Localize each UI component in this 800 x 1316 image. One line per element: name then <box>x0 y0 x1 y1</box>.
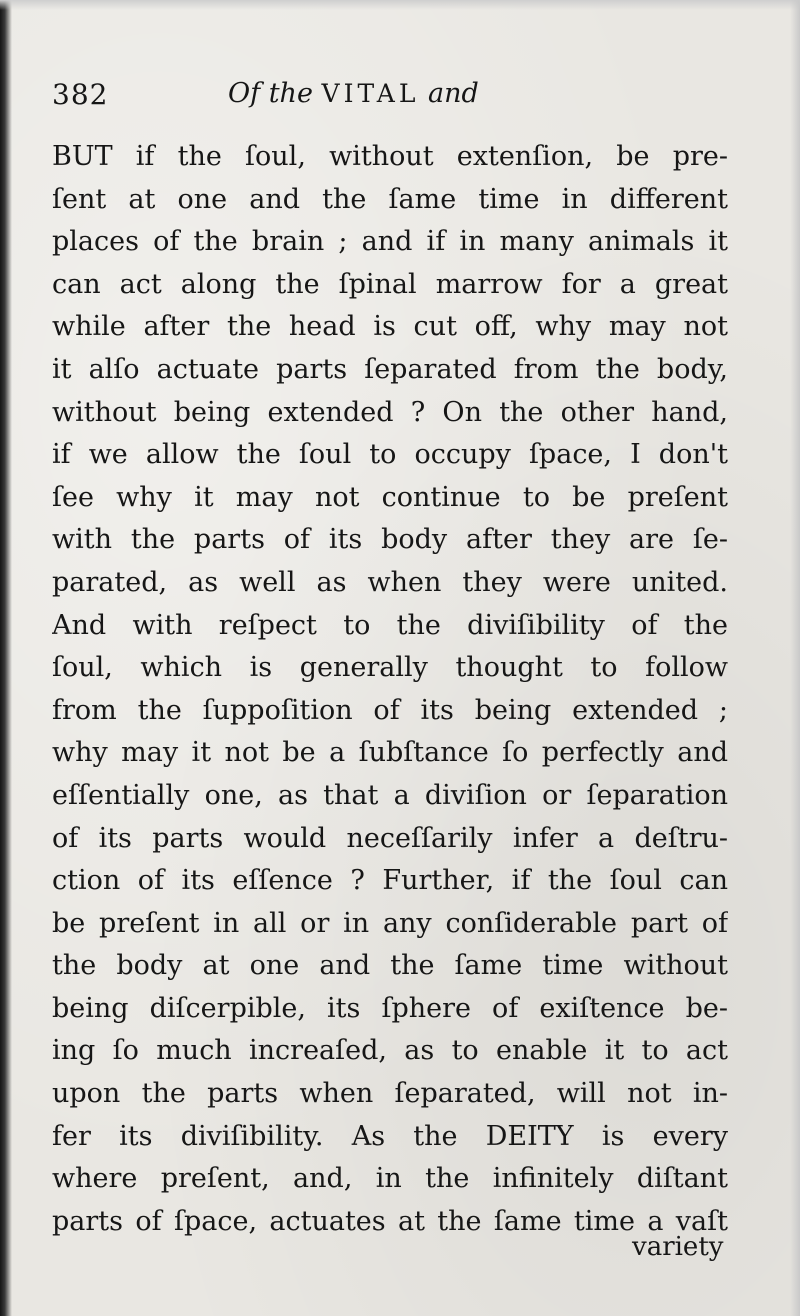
text-line: upon the parts when ſeparated, will not in- <box>52 1078 728 1110</box>
page-header <box>40 76 740 120</box>
catchword: variety <box>632 1232 724 1262</box>
text-line: can act along the ſpinal marrow for a great <box>52 268 728 300</box>
text-line: be preſent in all or in any conſiderable part of <box>52 907 728 939</box>
page-top-edge <box>0 0 800 10</box>
text-line: without being extended ? On the other hand, <box>52 396 728 428</box>
text-line: from the ſuppoſition of its being extended ; <box>52 694 728 726</box>
text-line: BUT if the ſoul, without extenſion, be pre- <box>52 141 728 172</box>
text-line: eſſentially one, as that a diviſion or ſeparation <box>52 779 728 811</box>
page-number: 382 <box>52 78 109 111</box>
text-line: if we allow the ſoul to occupy ſpace, I don't <box>52 439 728 471</box>
text-line: fer its diviſibility. As the DEITY is every <box>52 1120 728 1152</box>
text-line: parts of ſpace, actuates at the ſame time a vaſt <box>52 1205 728 1237</box>
text-line: And with reſpect to the diviſibility of the <box>52 609 728 641</box>
text-line: ing ſo much increaſed, as to enable it to act <box>52 1035 728 1067</box>
page-right-edge <box>790 0 800 1316</box>
text-line: ction of its eſſence ? Further, if the ſoul can <box>52 865 728 897</box>
text-line: where preſent, and, in the infinitely diſtant <box>52 1163 728 1195</box>
text-line: the body at one and the ſame time without <box>52 950 728 982</box>
text-line: places of the brain ; and if in many animals it <box>52 226 728 258</box>
running-head-part-1: Of the <box>228 78 313 109</box>
text-line: with the parts of its body after they are ſe- <box>52 524 728 556</box>
text-line: being diſcerpible, its ſphere of exiſtence be- <box>52 992 728 1024</box>
text-line: while after the head is cut off, why may not <box>52 311 728 343</box>
text-line: ſoul, which is generally thought to follow <box>52 652 728 684</box>
text-line: why may it not be a ſubſtance ſo perfectly and <box>52 737 728 769</box>
text-line: ſent at one and the ſame time in different <box>52 183 728 215</box>
running-head <box>228 78 479 109</box>
text-line: of its parts would neceſſarily infer a deſtru- <box>52 822 728 854</box>
text-line: it alſo actuate parts ſeparated from the body, <box>52 353 728 385</box>
body-text <box>52 136 728 1243</box>
running-head-part-2: VITAL <box>321 79 420 108</box>
running-head-part-3: and <box>428 78 479 109</box>
text-line: ſee why it may not continue to be preſent <box>52 481 728 513</box>
text-line: parated, as well as when they were united. <box>52 566 728 598</box>
page-binding-shadow <box>0 0 12 1316</box>
